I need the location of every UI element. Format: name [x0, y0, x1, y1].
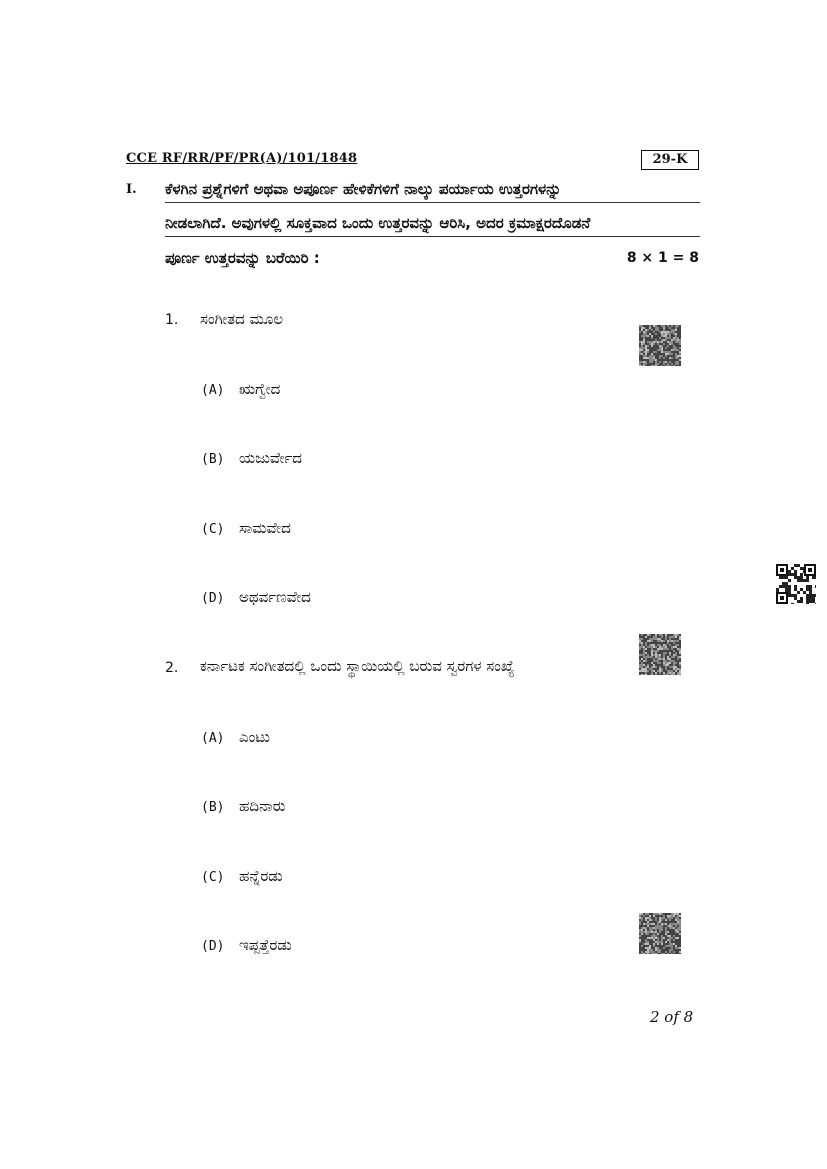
noise-patch-3	[639, 913, 681, 954]
question-2-option-d-text: ಇಪ್ಪತ್ತೆರಡು	[239, 936, 292, 954]
noise-patch-1	[639, 325, 681, 366]
paper-code-box: 29-K	[641, 150, 699, 170]
section-marks: 8 × 1 = 8	[626, 250, 699, 266]
question-1-text: ಸಂಗೀತದ ಮೂಲ	[200, 310, 284, 328]
question-2-option-c-text: ಹನ್ನೆರಡು	[239, 867, 283, 885]
question-2-option-c-letter: (C)	[201, 870, 225, 885]
instruction-line-2: ನೀಡಲಾಗಿದೆ. ಅವುಗಳಲ್ಲಿ ಸೂಕ್ತವಾದ ಒಂದು ಉತ್ತರವನ್ನು ಆರಿಸಿ, ಅದರ ಕ್ರಮಾಕ್ಷರದೊಡನೆ	[165, 214, 700, 237]
question-2-number: 2.	[165, 660, 179, 676]
question-2-option-d-letter: (D)	[201, 939, 225, 954]
qr-code-icon	[776, 564, 816, 604]
question-2-option-a-text: ಎಂಟು	[239, 728, 270, 746]
question-1-option-d-text: ಅಥರ್ವಣವೇದ	[239, 588, 311, 606]
question-2-option-b-letter: (B)	[201, 800, 225, 815]
question-1-option-c-text: ಸಾಮವೇದ	[239, 519, 291, 537]
instruction-line-3: ಪೂರ್ಣ ಉತ್ತರವನ್ನು ಬರೆಯಿರಿ :	[165, 249, 320, 271]
noise-patch-2	[639, 634, 681, 675]
page-number: 2 of 8	[650, 1008, 694, 1026]
paper-header-code: CCE RF/RR/PF/PR(A)/101/1848	[126, 151, 358, 166]
question-1-number: 1.	[165, 312, 179, 328]
question-2-option-b-text: ಹದಿನಾರು	[239, 797, 286, 815]
section-number: I.	[126, 182, 137, 197]
question-1-option-c-letter: (C)	[201, 522, 225, 537]
question-1-option-b-text: ಯಜುರ್ವೇದ	[239, 449, 302, 467]
question-2-option-a-letter: (A)	[201, 731, 225, 746]
question-1-option-a-letter: (A)	[201, 383, 225, 398]
question-2-text: ಕರ್ನಾಟಕ ಸಂಗೀತದಲ್ಲಿ ಒಂದು ಸ್ಥಾಯಿಯಲ್ಲಿ ಬರುವ ಸ್ವರಗಳ ಸಂಖ್ಯೆ	[200, 657, 515, 675]
question-1-option-d-letter: (D)	[201, 591, 225, 606]
question-1-option-a-text: ಋಗ್ವೇದ	[239, 380, 281, 398]
instruction-line-1: ಕೆಳಗಿನ ಪ್ರಶ್ನೆಗಳಿಗೆ ಅಥವಾ ಅಪೂರ್ಣ ಹೇಳಿಕೆಗಳಿಗೆ ನಾಲ್ಕು ಪರ್ಯಾಯ ಉತ್ತರಗಳನ್ನು	[165, 180, 700, 203]
question-1-option-b-letter: (B)	[201, 452, 225, 467]
